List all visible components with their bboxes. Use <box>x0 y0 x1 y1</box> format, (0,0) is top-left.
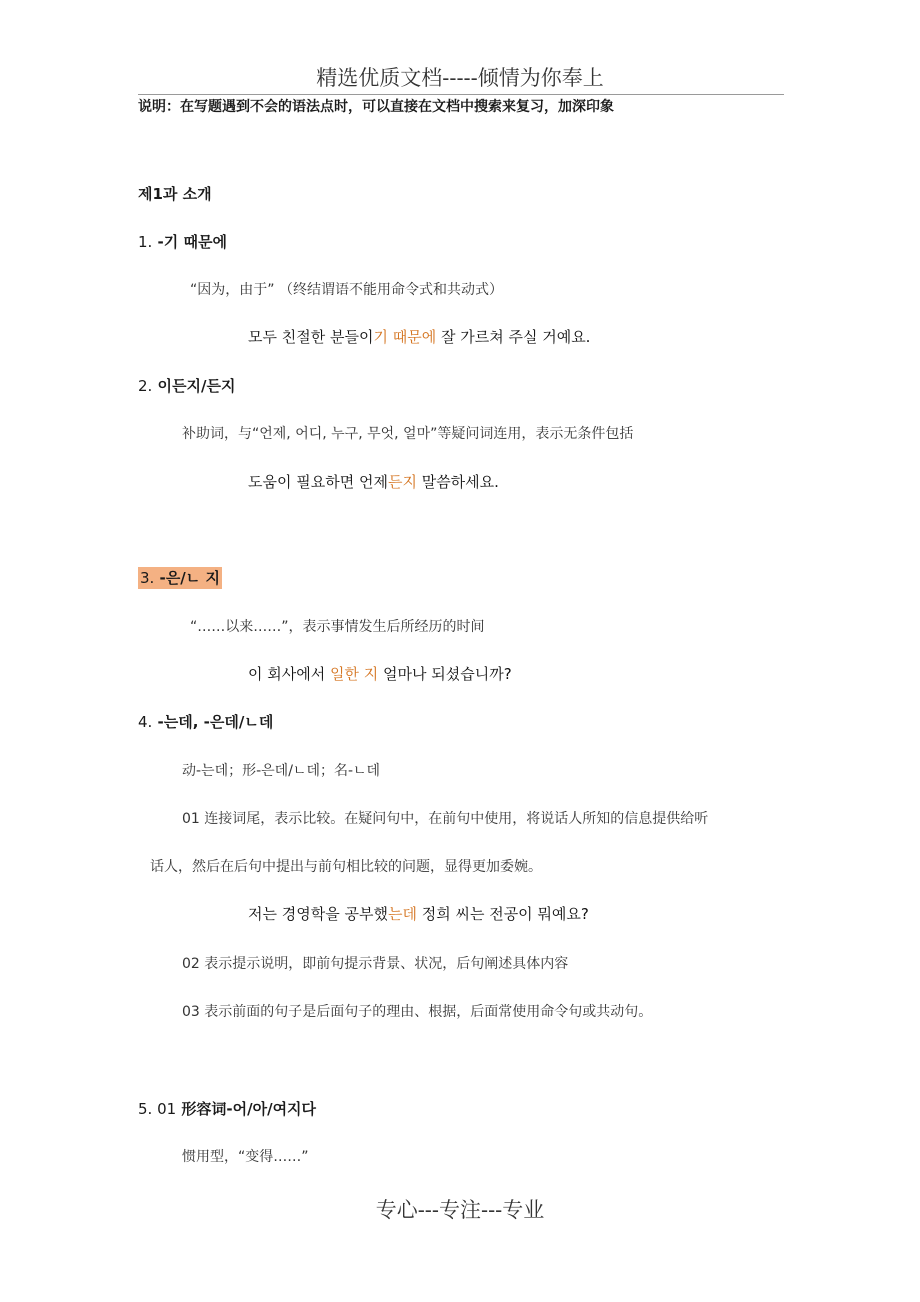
item-5-heading <box>138 1098 316 1119</box>
lesson-title: 제1과 소개 <box>138 185 212 203</box>
example-text: 저는 경영학을 공부했 <box>248 905 388 923</box>
item-5-title: 形容词-어/아/여지다 <box>181 1100 317 1118</box>
example-highlight: 일한 지 <box>330 665 379 683</box>
header-rule <box>138 94 784 95</box>
example-text: 모두 친절한 분들이 <box>248 328 374 346</box>
item-4-heading <box>138 711 273 732</box>
item-5-description: 惯用型，“变得……” <box>182 1149 309 1165</box>
item-2-title: 이든지/든지 <box>157 377 236 395</box>
item-3-heading <box>138 567 222 588</box>
item-4-usage-2: 02 表示提示说明，即前句提示背景、状况，后句阐述具体内容 <box>182 956 569 972</box>
item-2-example <box>248 471 499 492</box>
item-1-example <box>248 326 590 347</box>
item-4-title: -는데, -은데/ㄴ데 <box>157 713 274 731</box>
item-5-number: 5. 01 <box>138 1100 177 1118</box>
item-2-description: 补助词，与“언제, 어디, 누구, 무엇, 얼마”等疑问词连用，表示无条件包括 <box>182 426 634 442</box>
example-text: 도움이 필요하면 언제 <box>248 473 388 491</box>
item-4-number: 4. <box>138 713 153 731</box>
example-text: 잘 가르쳐 주실 거예요. <box>436 328 591 346</box>
example-text: 이 회사에서 <box>248 665 330 683</box>
example-text: 정희 씨는 전공이 뭐예요? <box>416 905 589 923</box>
page-footer: 专心---专注---专业 <box>375 1198 545 1222</box>
item-4-usage-1-line-1: 01 连接词尾，表示比较。在疑问句中，在前句中使用，将说话人所知的信息提供给听 <box>182 811 709 827</box>
instruction-note: 说明：在写题遇到不会的语法点时，可以直接在文档中搜索来复习，加深印象 <box>138 99 614 115</box>
item-3-example <box>248 663 512 684</box>
item-1-number: 1. <box>138 233 153 251</box>
item-3-description: “……以来……”，表示事情发生后所经历的时间 <box>190 619 485 635</box>
page-header: 精选优质文档-----倾情为你奉上 <box>316 66 604 90</box>
example-text: 얼마나 되셨습니까? <box>378 665 512 683</box>
example-highlight: 기 때문에 <box>373 328 437 346</box>
example-highlight: 든지 <box>387 473 417 491</box>
item-2-heading <box>138 375 235 396</box>
item-2-number: 2. <box>138 377 153 395</box>
item-1-heading <box>138 231 227 252</box>
item-1-description: “因为，由于” （终结谓语不能用命令式和共动式） <box>190 282 503 298</box>
example-highlight: 는데 <box>387 905 417 923</box>
item-4-forms: 动-는데；形-은데/ㄴ데；名-ㄴ데 <box>182 763 381 779</box>
item-4-example <box>248 903 589 924</box>
item-4-usage-1-line-2: 话人，然后在后句中提出与前句相比较的问题，显得更加委婉。 <box>150 859 542 875</box>
item-3-title: -은/ㄴ 지 <box>159 569 220 587</box>
example-text: 말씀하세요. <box>416 473 499 491</box>
item-4-usage-3: 03 表示前面的句子是后面句子的理由、根据，后面常使用命令句或共动句。 <box>182 1004 653 1020</box>
item-3-number: 3. <box>140 569 155 587</box>
item-3-highlight-box <box>138 567 222 589</box>
item-1-title: -기 때문에 <box>157 233 227 251</box>
